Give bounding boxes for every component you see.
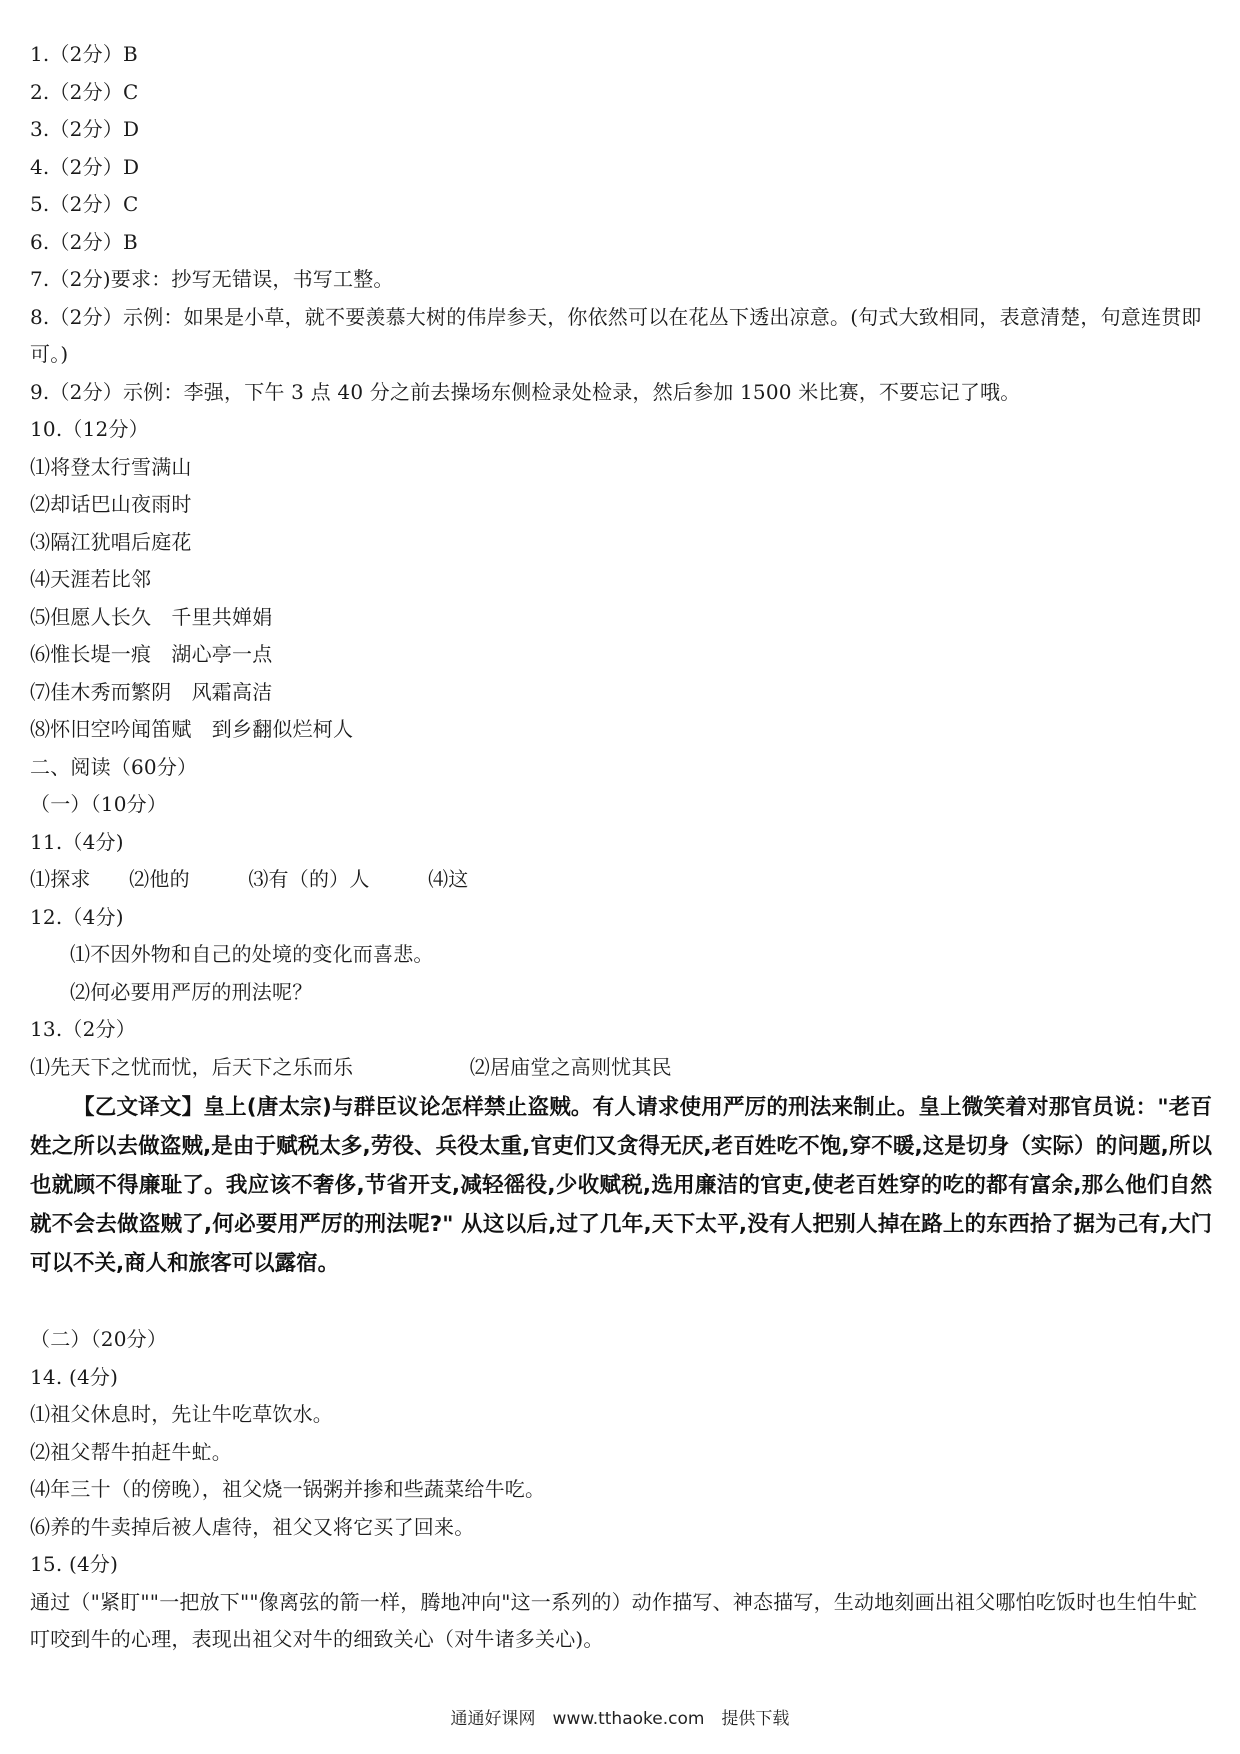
q10-item: ⑵却话巴山夜雨时 [30, 492, 192, 516]
answer-2: 2.（2分）C [30, 79, 139, 104]
translation-paragraph: 【乙文译文】皇上(唐太宗)与群臣议论怎样禁止盗贼。有人请求使用严厉的刑法来制止。皇上微笑着对那官员说："老百姓之所以去做盗贼,是由于赋税太多,劳役、兵役太重,官吏们又贪得无厌,老百姓吃不饱,穿不暖,这是切身（实际）的问题,所以也就顾不得廉耻了。我应该不奢侈,节省开支,减轻徭役,少收赋税,选用廉洁的官吏,使老百姓穿的吃的都有富余,那么他们自然就不会去做盗贼了,何必要用严厉的刑法呢?" 从这以后,过了几年,天下太平,没有人把别人掉在路上的东西拾了据为己有,大门可以不关,商人和旅客可以露宿。 [30, 1095, 1212, 1276]
section-reading-title: 二、阅读（60分） [30, 754, 198, 779]
q11-item: ⑷这 [428, 867, 469, 891]
q12-item: ⑴不因外物和自己的处境的变化而喜悲。 [70, 942, 434, 966]
q11-item: ⑵他的 [129, 867, 190, 891]
q12-title: 12.（4分) [30, 904, 124, 929]
answer-9: 9.（2分）示例：李强，下午 3 点 40 分之前去操场东侧检录处检录，然后参加 1500 米比赛，不要忘记了哦。 [30, 379, 1021, 404]
q10-title: 10.（12分） [30, 417, 149, 441]
q11-item: ⑴探求 [30, 867, 91, 891]
answer-6: 6.（2分）B [30, 229, 138, 254]
answer-1: 1.（2分）B [30, 42, 138, 66]
q13-item: ⑴先天下之忧而忧，后天下之乐而乐 [30, 1054, 354, 1079]
answer-5: 5.（2分）C [30, 192, 139, 216]
answer-4: 4.（2分）D [30, 154, 140, 179]
answer-3: 3.（2分）D [30, 117, 140, 141]
q14-item: ⑴祖父休息时，先让牛吃草饮水。 [30, 1402, 333, 1426]
q14-item: ⑵祖父帮牛拍赶牛虻。 [30, 1439, 232, 1464]
q10-item: ⑶隔江犹唱后庭花 [30, 529, 192, 554]
q11-title: 11.（4分) [30, 829, 124, 854]
q13-answers [30, 1049, 1212, 1087]
q10-item: ⑻怀旧空吟闻笛赋 到乡翻似烂柯人 [30, 717, 354, 741]
q10-item: ⑹惟长堤一痕 湖心亭一点 [30, 642, 273, 666]
part-1-title: （一）（10分） [30, 792, 168, 816]
q11-answers [30, 861, 1212, 899]
q14-title: 14. (4分) [30, 1364, 119, 1389]
page-footer: 通通好课网 www.tthaoke.com 提供下载 [450, 1709, 790, 1729]
q14-item: ⑹养的牛卖掉后被人虐待，祖父又将它买了回来。 [30, 1514, 475, 1539]
q10-item: ⑴将登太行雪满山 [30, 454, 192, 479]
answer-sheet [30, 36, 1212, 1659]
q11-item: ⑶有（的）人 [248, 867, 370, 891]
q15-title: 15. (4分) [30, 1552, 119, 1576]
q12-item: ⑵何必要用严厉的刑法呢？ [70, 979, 313, 1004]
part-2-title: （二）（20分） [30, 1327, 168, 1351]
q10-item: ⑸但愿人长久 千里共婵娟 [30, 604, 273, 629]
q10-item: ⑺佳木秀而繁阴 风霜高洁 [30, 679, 273, 704]
answer-8: 8.（2分）示例：如果是小草，就不要羡慕大树的伟岸参天，你依然可以在花丛下透出凉意。(句式大致相同，表意清楚，句意连贯即可。) [30, 304, 1202, 366]
q10-item: ⑷天涯若比邻 [30, 567, 152, 591]
q13-item: ⑵居庙堂之高则忧其民 [469, 1054, 672, 1079]
answer-7: 7.（2分)要求：抄写无错误，书写工整。 [30, 267, 394, 291]
q14-item: ⑷年三十（的傍晚），祖父烧一锅粥并掺和些蔬菜给牛吃。 [30, 1477, 546, 1501]
q15-answer: 通过（"紧盯""一把放下""像离弦的箭一样，腾地冲向"这一系列的）动作描写、神态描写，生动地刻画出祖父哪怕吃饭时也生怕牛虻叮咬到牛的心理，表现出祖父对牛的细致关心（对牛诸多关心)。 [30, 1589, 1198, 1651]
q13-title: 13.（2分） [30, 1017, 136, 1041]
